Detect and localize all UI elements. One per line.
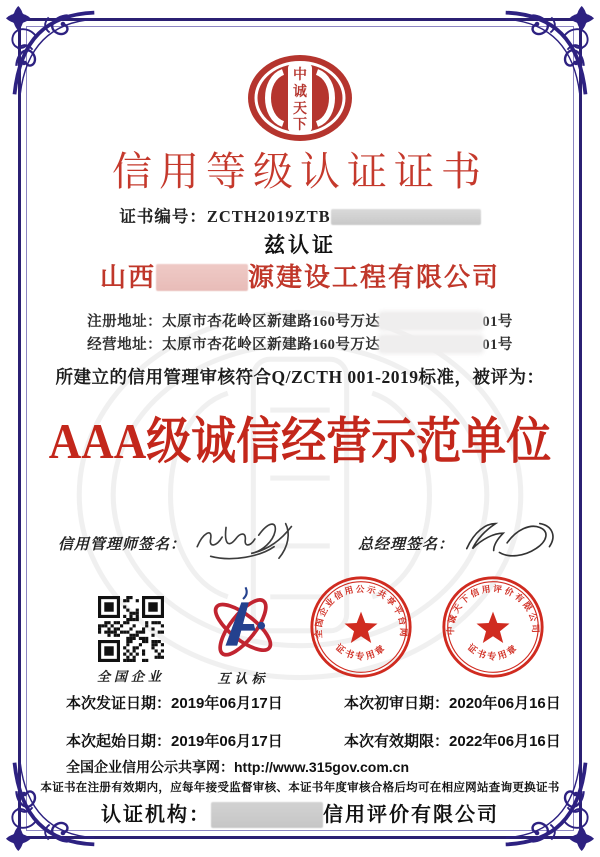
address-label: 经营地址： xyxy=(87,337,163,353)
company-name xyxy=(40,257,560,294)
cert-number-line xyxy=(40,203,560,227)
date-first-review: 本次初审日期：2020年06月16日 xyxy=(344,695,561,712)
certification-org-line xyxy=(40,798,560,828)
general-manager-signature xyxy=(358,514,564,564)
svg-text:证书专用章 xyxy=(334,641,389,661)
website-label: 全国企业信用公示共享网： xyxy=(66,759,234,775)
company-redaction xyxy=(156,264,248,291)
signature-label: 信用管理师签名： xyxy=(58,537,187,553)
note-text: 本证书在注册有效期内，应每年接受监督审核、本证书年度审核合格后均可在相应网站查询更换证书 xyxy=(40,782,560,794)
address-block xyxy=(40,311,560,357)
signature-handwriting-icon xyxy=(188,514,316,564)
address-tail: 01号 xyxy=(482,314,513,330)
statement-text: 所建立的信用管理审核符合Q/ZCTH 001-2019标准，被评为： xyxy=(55,367,545,387)
dates-grid xyxy=(66,692,561,751)
svg-text:天: 天 xyxy=(293,102,307,117)
seal-bottom-text: 证书专用章 xyxy=(333,642,389,662)
star-seal-platform-icon xyxy=(308,574,414,680)
svg-text:下: 下 xyxy=(293,118,307,133)
company-suffix: 源建设工程有限公司 xyxy=(248,262,501,292)
date-issue: 本次发证日期：2019年06月17日 xyxy=(66,695,283,712)
cert-number-label: 证书编号： xyxy=(119,207,207,226)
org-redaction xyxy=(211,802,323,828)
seal-top-text: 中诚天下信用评价有限公司 xyxy=(445,583,541,636)
website-url: http://www.315gov.com.cn xyxy=(234,759,410,775)
svg-text:诚: 诚 xyxy=(293,85,307,100)
address-row-business xyxy=(40,334,560,357)
address-text: 太原市杏花岭区新建路160号万达 xyxy=(162,314,381,330)
corner-ornament-top-right xyxy=(500,5,595,100)
cert-number-value: ZCTH2019ZTB xyxy=(206,207,331,226)
seal-top-text: 全国企业信用公示共享平台网 xyxy=(313,583,409,639)
date-start: 本次起始日期：2019年06月17日 xyxy=(66,733,283,750)
org-suffix: 信用评价有限公司 xyxy=(323,804,499,826)
signature-row xyxy=(58,514,564,564)
certify-text: 兹认证 xyxy=(264,233,336,257)
signature-handwriting-icon xyxy=(456,514,564,564)
qr-label: 全国企业 xyxy=(96,669,165,684)
svg-text:证书专用章 xyxy=(466,641,521,661)
star-seal-company-icon xyxy=(440,574,546,680)
address-text: 太原市杏花岭区新建路160号万达 xyxy=(162,337,381,353)
address-redaction xyxy=(380,313,482,329)
corner-ornament-top-left xyxy=(5,5,100,100)
svg-text:中: 中 xyxy=(293,68,307,83)
address-redaction xyxy=(380,336,482,352)
credit-manager-signature xyxy=(58,514,316,564)
signature-label: 总经理签名： xyxy=(357,537,454,553)
address-row-registered xyxy=(40,311,560,334)
seal-bottom-text: 证书专用章 xyxy=(465,642,521,662)
company-prefix: 山西 xyxy=(99,262,156,292)
award-title: AAA级诚信经营示范单位 xyxy=(48,413,552,469)
cert-number-redaction xyxy=(331,209,481,225)
date-valid-until: 本次有效期限：2022年06月16日 xyxy=(344,733,561,750)
qr-code-icon xyxy=(98,596,164,662)
website-line xyxy=(66,757,409,777)
logo-label: 互认标 xyxy=(217,671,269,686)
address-tail: 01号 xyxy=(482,337,513,353)
emblem-seal-icon xyxy=(247,54,353,142)
page-title: 信用等级认证证书 xyxy=(112,149,488,194)
address-label: 注册地址： xyxy=(87,314,163,330)
org-label: 认证机构： xyxy=(101,804,211,826)
mutual-recognition-logo-icon xyxy=(196,584,290,664)
